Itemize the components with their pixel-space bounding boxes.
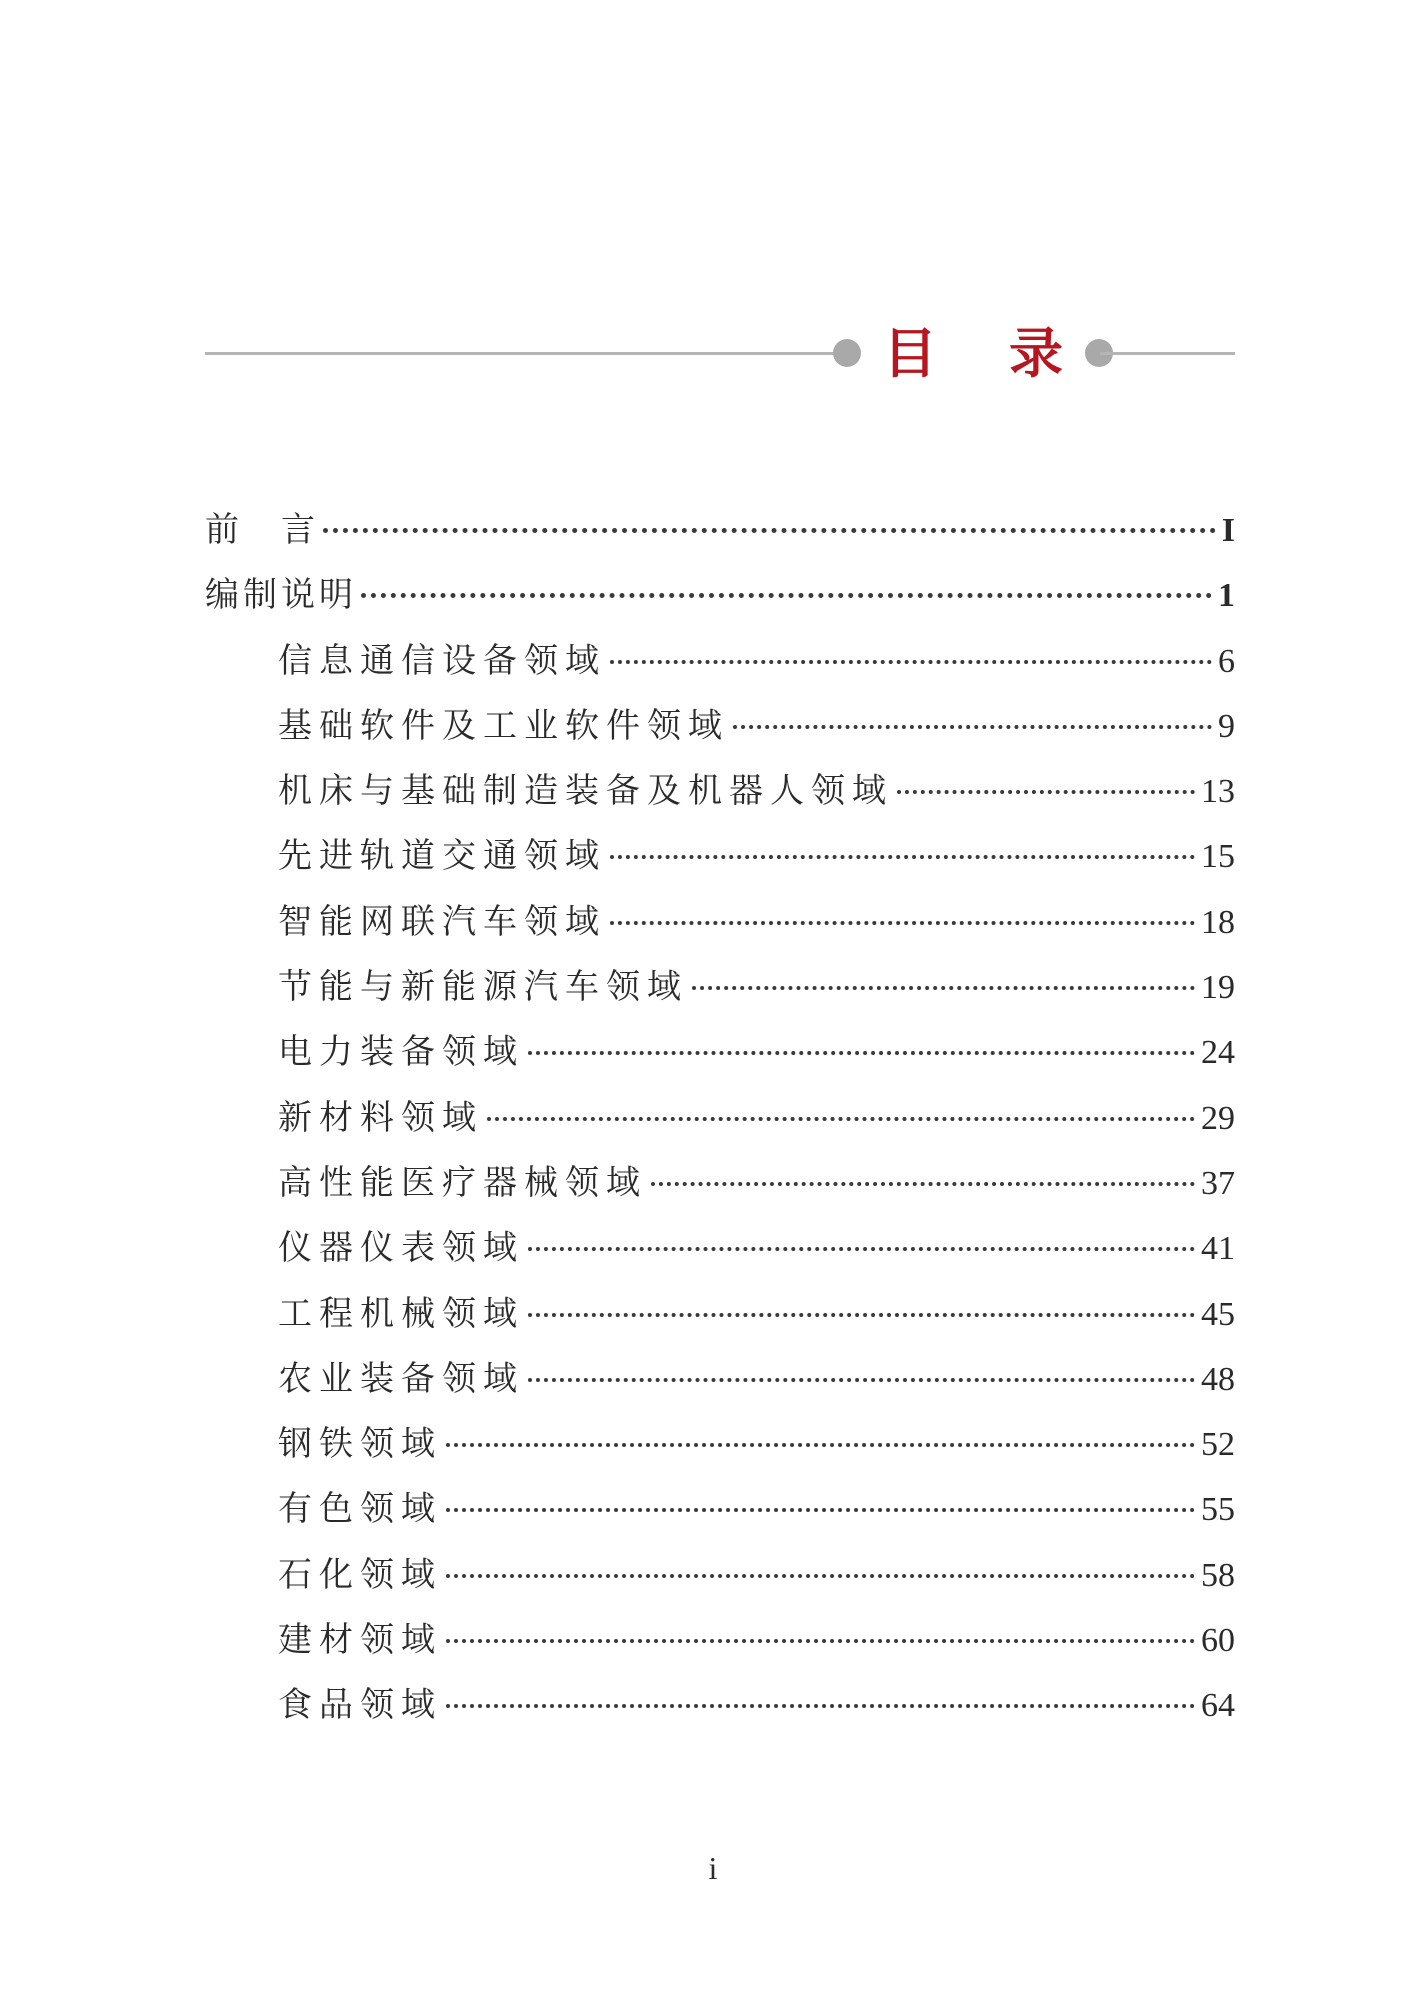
- toc-entry[interactable]: [205, 1020, 1235, 1085]
- toc-entry-label: 工程机械领域: [278, 1293, 524, 1334]
- toc-dot-leader: [446, 1639, 1195, 1643]
- header-dot-left: [833, 339, 861, 367]
- toc-entry-page: 6: [1218, 642, 1235, 680]
- page-title: [883, 318, 1063, 388]
- toc-entry-label: 机床与基础制造装备及机器人领域: [278, 771, 893, 812]
- toc-entry-page: 41: [1201, 1230, 1235, 1268]
- toc-dot-leader: [446, 1508, 1195, 1512]
- toc-dot-leader: [446, 1443, 1195, 1447]
- toc-entry[interactable]: [205, 1477, 1235, 1542]
- toc-entry-page: 58: [1201, 1556, 1235, 1594]
- toc-entry-page: 37: [1201, 1164, 1235, 1202]
- toc-entry-page: 52: [1201, 1426, 1235, 1464]
- toc-entry-label: 石化领域: [278, 1554, 442, 1595]
- toc-entry[interactable]: [205, 1412, 1235, 1477]
- toc-entry-page: 9: [1218, 707, 1235, 745]
- toc-entry-label: 建材领域: [278, 1620, 442, 1661]
- toc-entry[interactable]: [205, 824, 1235, 889]
- toc-entry[interactable]: [205, 1543, 1235, 1608]
- toc-dot-leader: [446, 1704, 1195, 1708]
- toc-entry[interactable]: [205, 955, 1235, 1020]
- toc-entry-page: 15: [1201, 838, 1235, 876]
- toc-dot-leader: [361, 593, 1212, 598]
- toc-entry-page: 64: [1201, 1687, 1235, 1725]
- toc-entry-label: 编制说明: [205, 575, 357, 616]
- toc-entry-label: 前 言: [205, 510, 319, 550]
- toc-entry[interactable]: [205, 1673, 1235, 1738]
- toc-header: [205, 318, 1235, 388]
- toc-entry-label: 高性能医疗器械领域: [278, 1162, 647, 1203]
- toc-entry-page: 18: [1201, 903, 1235, 941]
- toc-entry[interactable]: [205, 1608, 1235, 1673]
- toc-entry-page: 45: [1201, 1295, 1235, 1333]
- toc-entry[interactable]: [205, 1347, 1235, 1412]
- toc-entry-page: I: [1221, 512, 1235, 549]
- title-char-1: 目: [883, 321, 937, 385]
- toc-entry[interactable]: [205, 1282, 1235, 1347]
- toc-entry-page: 55: [1201, 1491, 1235, 1529]
- toc-dot-leader: [528, 1378, 1195, 1382]
- header-rule-right: [1100, 352, 1235, 355]
- toc-entry[interactable]: [205, 694, 1235, 759]
- toc-entry-label: 信息通信设备领域: [278, 640, 606, 681]
- toc-entry-label: 先进轨道交通领域: [278, 836, 606, 877]
- table-of-contents: [205, 498, 1235, 1739]
- toc-dot-leader: [446, 1574, 1195, 1578]
- toc-entry-label: 智能网联汽车领域: [278, 901, 606, 942]
- toc-entry-label: 仪器仪表领域: [278, 1228, 524, 1269]
- toc-entry[interactable]: [205, 498, 1235, 563]
- toc-dot-leader: [651, 1182, 1195, 1186]
- toc-entry[interactable]: [205, 759, 1235, 824]
- toc-dot-leader: [692, 986, 1195, 990]
- toc-entry-label: 钢铁领域: [278, 1424, 442, 1465]
- toc-entry[interactable]: [205, 563, 1235, 628]
- toc-entry[interactable]: [205, 1151, 1235, 1216]
- toc-dot-leader: [610, 921, 1195, 925]
- toc-dot-leader: [897, 790, 1195, 794]
- toc-entry-page: 1: [1218, 577, 1235, 615]
- toc-entry[interactable]: [205, 629, 1235, 694]
- header-rule-left: [205, 352, 845, 355]
- toc-dot-leader: [528, 1051, 1195, 1055]
- toc-entry-label: 节能与新能源汽车领域: [278, 967, 688, 1008]
- toc-entry-label: 电力装备领域: [278, 1032, 524, 1073]
- toc-entry[interactable]: [205, 1216, 1235, 1281]
- toc-dot-leader: [528, 1247, 1195, 1251]
- page-number: i: [708, 1850, 718, 1886]
- toc-entry-page: 48: [1201, 1360, 1235, 1398]
- toc-dot-leader: [487, 1117, 1195, 1121]
- toc-entry-label: 基础软件及工业软件领域: [278, 705, 729, 746]
- toc-entry-page: 19: [1201, 969, 1235, 1007]
- toc-entry[interactable]: [205, 1086, 1235, 1151]
- toc-dot-leader: [610, 660, 1212, 664]
- toc-entry-label: 农业装备领域: [278, 1358, 524, 1399]
- toc-entry-page: 29: [1201, 1099, 1235, 1137]
- toc-dot-leader: [528, 1313, 1195, 1317]
- toc-entry-label: 食品领域: [278, 1685, 442, 1726]
- toc-dot-leader: [323, 528, 1216, 533]
- toc-entry-label: 新材料领域: [278, 1097, 483, 1138]
- toc-entry-page: 60: [1201, 1622, 1235, 1660]
- toc-dot-leader: [610, 855, 1195, 859]
- toc-dot-leader: [733, 725, 1212, 729]
- toc-entry-label: 有色领域: [278, 1489, 442, 1530]
- toc-entry[interactable]: [205, 890, 1235, 955]
- title-char-2: 录: [1009, 321, 1063, 385]
- toc-entry-page: 24: [1201, 1034, 1235, 1072]
- toc-entry-page: 13: [1201, 773, 1235, 811]
